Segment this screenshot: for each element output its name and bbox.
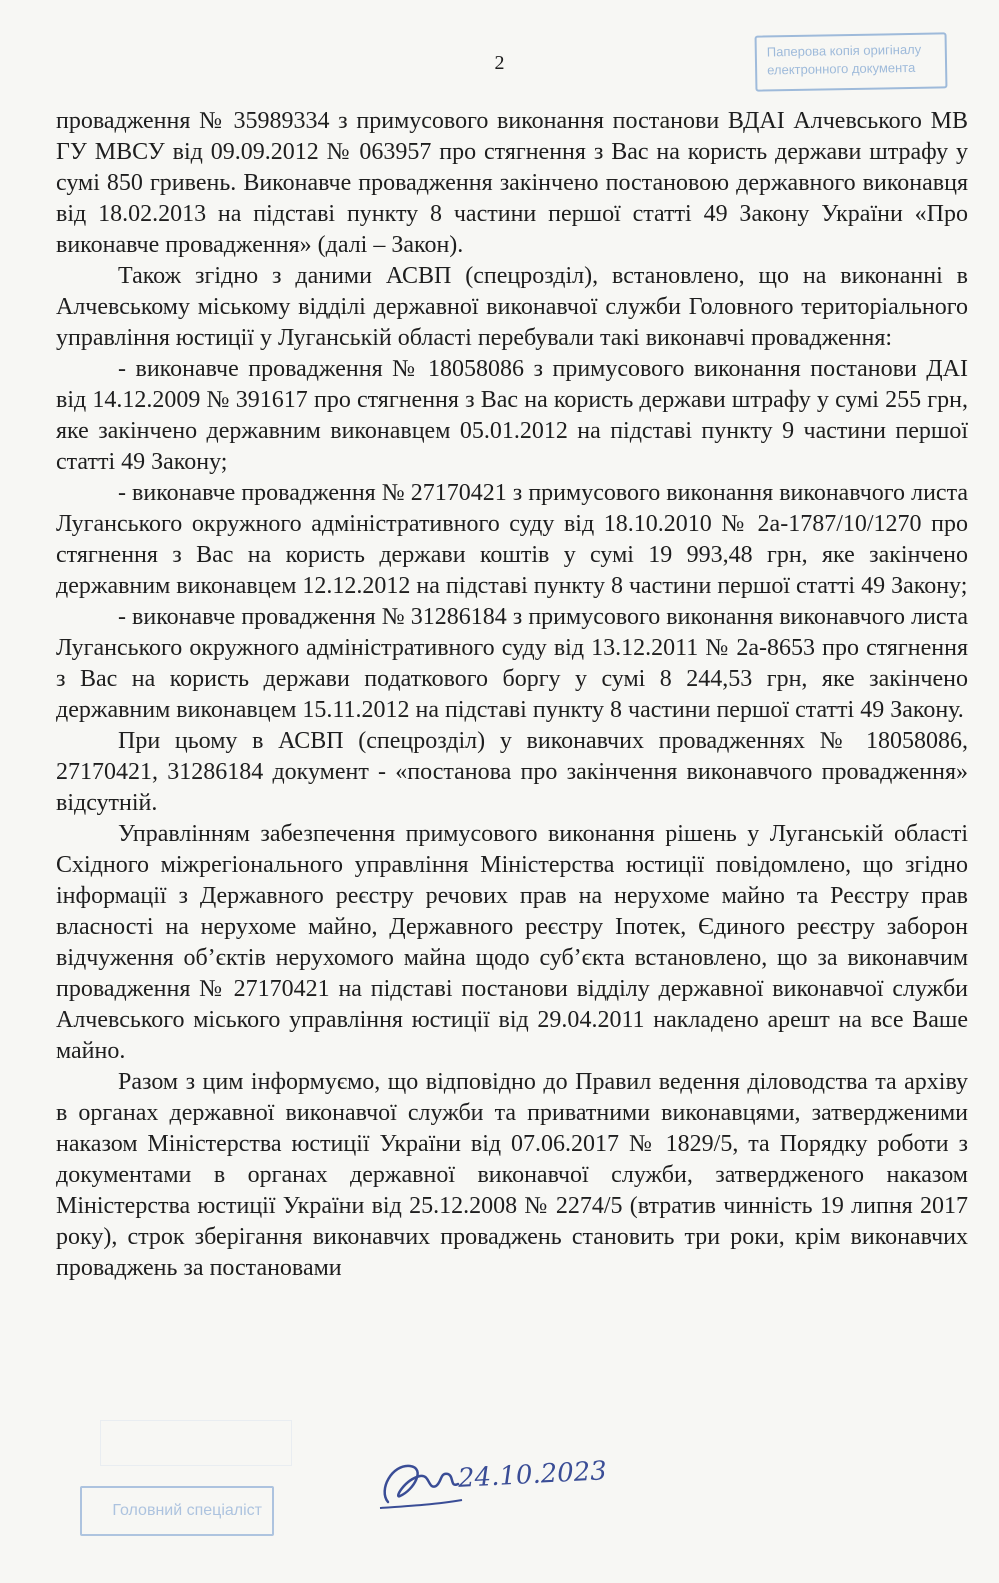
specialist-stamp: Головний спеціаліст xyxy=(80,1486,274,1536)
list-item-proceeding-27170421: - виконавче провадження № 27170421 з примусового виконання виконавчого листа Луганського окружного адміністративного суду від 18.10.2010 № 2а-1787/10/1270 про стягнення з Вас на користь держави коштів у сумі 19 993,48 грн, яке закінчено державним виконавцем 12.12.2012 на підставі пункту 8 частини першої статті 49 Закону; xyxy=(56,480,968,599)
paragraph-registry-arrest: Управлінням забезпечення примусового виконання рішень у Луганській області Східного міжрегіонального управління Міністерства юстиції повідомлено, що згідно інформації з Державного реєстру речових прав на нерухоме майно та Реєстру прав власності на нерухоме майно, Державного реєстру Іпотек, Єдиного реєстру заборон відчуження об’єктів нерухомого майна щодо суб’єкта встановлено, що за виконавчим провадження № 27170421 на підставі постанови відділу державної виконавчої служби Алчевського міського управління юстиції від 29.04.2011 накладено арешт на все Ваше майно. xyxy=(56,821,968,1064)
paragraph-asvp-info: Також згідно з даними АСВП (спецрозділ), встановлено, що на виконанні в Алчевському міському відділі державної виконавчої служби Головного територіального управління юстиції у Луганській області перебували такі виконавчі провадження: xyxy=(56,263,968,351)
signature-date: 24.10.2023 xyxy=(457,1456,608,1494)
paragraph-missing-document: При цьому в АСВП (спецрозділ) у виконавчих провадженнях № 18058086, 27170421, 31286184 документ - «постанова про закінчення виконавчого провадження» відсутній. xyxy=(56,728,968,816)
list-item-proceeding-31286184: - виконавче провадження № 31286184 з примусового виконання виконавчого листа Луганського окружного адміністративного суду від 13.12.2011 № 2а-8653 про стягнення з Вас на користь держави податкового боргу у сумі 8 244,53 грн, яке закінчено державним виконавцем 15.11.2012 на підставі пункту 8 частини першої статті 49 Закону. xyxy=(56,604,968,723)
copy-stamp-line-1: Паперова копія оригіналу xyxy=(766,41,922,60)
page-number: 2 xyxy=(494,52,505,74)
copy-stamp-line-2: електронного документа xyxy=(766,59,916,78)
letter-body xyxy=(56,106,968,1284)
copy-stamp xyxy=(755,32,948,91)
list-item-proceeding-18058086: - виконавче провадження № 18058086 з примусового виконання постанови ДАІ від 14.12.2009 № 391617 про стягнення з Вас на користь держави штрафу у сумі 255 грн, яке закінчено державним виконавцем 05.01.2012 на підставі пункту 9 частини першої статті 49 Закону; xyxy=(56,356,968,475)
paragraph-storage-rules: Разом з цим інформуємо, що відповідно до Правил ведення діловодства та архіву в органах державної виконавчої служби та приватними виконавцями, затвердженими наказом Міністерства юстиції України від 07.06.2017 № 1829/5, та Порядку роботи з документами в органах державної виконавчої служби, затвердженого наказом Міністерства юстиції України від 25.12.2008 № 2274/5 (втратив чинність 19 липня 2017 року), строк зберігання виконавчих проваджень становить три роки, крім виконавчих проваджень за постановами xyxy=(56,1069,968,1281)
faint-stamp xyxy=(100,1420,292,1466)
paragraph-continuation: провадження № 35989334 з примусового виконання постанови ВДАІ Алчевського МВ ГУ МВСУ від 09.09.2012 № 063957 про стягнення з Вас на користь держави штрафу у сумі 850 гривень. Виконавче провадження закінчено постановою державного виконавця від 18.02.2013 на підставі пункту 8 частини першої статті 49 Закону України «Про виконавче провадження» (далі – Закон). xyxy=(56,108,968,258)
